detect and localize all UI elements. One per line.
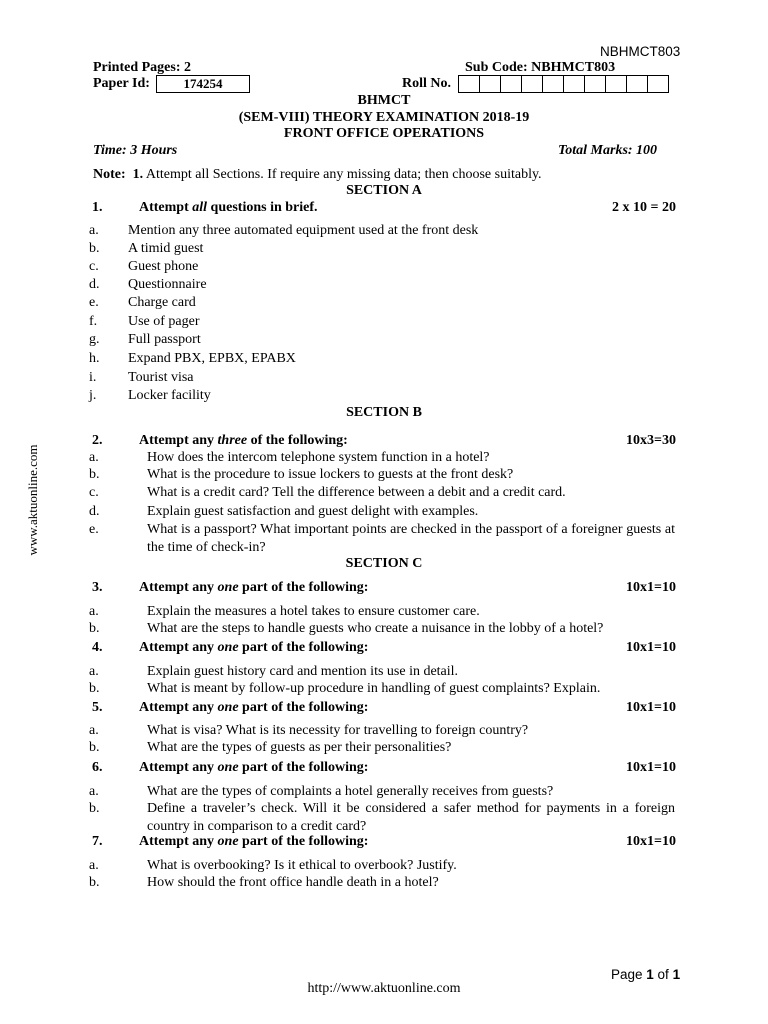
note-number: 1.	[132, 167, 144, 182]
instruction-post: part of the following:	[238, 700, 369, 715]
instruction-pre: Attempt any	[139, 640, 218, 655]
question-marks: 10x3=30	[626, 433, 676, 448]
item-text: Expand PBX, EPBX, EPABX	[128, 351, 296, 366]
item-text: What is overbooking? Is it ethical to overbook? Justify.	[147, 858, 457, 873]
instruction-post: part of the following:	[238, 580, 369, 595]
instruction-pre: Attempt any	[139, 760, 218, 775]
instruction-emphasis: one	[217, 700, 239, 715]
item-letter: j.	[89, 388, 97, 403]
instruction-emphasis: one	[217, 580, 239, 595]
note-text: Attempt all Sections. If require any missing data; then choose suitably.	[145, 167, 542, 182]
roll-no-label: Roll No.	[402, 76, 451, 91]
roll-no-boxes	[458, 75, 669, 93]
item-letter: d.	[89, 277, 100, 292]
list-item	[89, 800, 675, 836]
question-number: 4.	[92, 640, 103, 655]
item-text: What is a passport? What important points are checked in the passport of a foreigner guests at the time of check-in?	[147, 522, 675, 555]
paper-id-label: Paper Id:	[93, 76, 150, 91]
instruction-emphasis: one	[217, 834, 239, 849]
item-letter: a.	[89, 664, 99, 679]
instruction-post: part of the following:	[238, 760, 369, 775]
item-letter: g.	[89, 332, 100, 347]
item-text: How does the intercom telephone system function in a hotel?	[147, 450, 490, 465]
instruction-pre: Attempt any	[139, 700, 218, 715]
question-number: 5.	[92, 700, 103, 715]
question-marks: 10x1=10	[626, 640, 676, 655]
instruction-post: part of the following:	[238, 640, 369, 655]
item-text: What is meant by follow-up procedure in handling of guest complaints? Explain.	[147, 681, 601, 696]
question-number: 3.	[92, 580, 103, 595]
question-instruction: Attempt any three of the following:	[139, 433, 348, 448]
question-instruction	[139, 834, 368, 850]
item-letter: e.	[89, 522, 99, 537]
course-name: BHMCT	[357, 93, 411, 108]
item-letter: i.	[89, 370, 97, 385]
question-marks: 2 x 10 = 20	[612, 200, 676, 215]
item-letter: a.	[89, 604, 99, 619]
item-letter: b.	[89, 875, 100, 890]
question-instruction: Attempt all questions in brief.	[139, 200, 318, 215]
item-text: Charge card	[128, 295, 196, 310]
footer-url: http://www.aktuonline.com	[307, 981, 461, 996]
item-letter: e.	[89, 295, 99, 310]
question-number: 1.	[92, 200, 103, 215]
sub-code: Sub Code: NBHMCT803	[465, 60, 616, 75]
exam-title: (SEM-VIII) THEORY EXAMINATION 2018-19	[238, 110, 530, 125]
item-text: What are the types of guests as per their personalities?	[147, 740, 452, 755]
side-watermark: www.aktuonline.com	[25, 444, 40, 556]
item-letter: b.	[89, 681, 100, 696]
note-line	[93, 167, 542, 183]
section-b-title: SECTION B	[346, 405, 422, 420]
question-marks: 10x1=10	[626, 834, 676, 849]
question-number: 2.	[92, 433, 103, 448]
subject-title: FRONT OFFICE OPERATIONS	[283, 126, 485, 141]
instruction-post: part of the following:	[238, 834, 369, 849]
item-text: What is visa? What is its necessity for travelling to foreign country?	[147, 723, 529, 738]
item-letter: a.	[89, 723, 99, 738]
question-instruction	[139, 640, 368, 656]
item-letter: b.	[89, 740, 100, 755]
item-letter: a.	[89, 223, 99, 238]
instruction-pre: Attempt any	[139, 580, 218, 595]
total-marks: Total Marks: 100	[558, 143, 658, 158]
item-letter: f.	[89, 314, 98, 329]
item-letter: b.	[89, 241, 100, 256]
section-c-title: SECTION C	[345, 556, 423, 571]
question-instruction	[139, 760, 368, 776]
question-number: 7.	[92, 834, 103, 849]
note-label: Note:	[93, 167, 126, 182]
list-item	[89, 521, 675, 557]
item-text: A timid guest	[128, 241, 204, 256]
item-letter: a.	[89, 858, 99, 873]
question-marks: 10x1=10	[626, 760, 676, 775]
item-text: Use of pager	[128, 314, 200, 329]
paper-id-value: 174254	[156, 75, 250, 93]
instruction-emphasis: one	[217, 760, 239, 775]
instruction-pre: Attempt any	[139, 834, 218, 849]
item-text: Locker facility	[128, 388, 211, 403]
item-letter: h.	[89, 351, 100, 366]
item-letter: a.	[89, 450, 99, 465]
item-text: Mention any three automated equipment used at the front desk	[128, 223, 479, 238]
item-letter: b.	[89, 801, 100, 816]
question-marks: 10x1=10	[626, 700, 676, 715]
item-text: Guest phone	[128, 259, 199, 274]
item-letter: c.	[89, 259, 99, 274]
top-subject-code: NBHMCT803	[600, 44, 681, 59]
question-marks: 10x1=10	[626, 580, 676, 595]
item-text: Explain the measures a hotel takes to ensure customer care.	[147, 604, 480, 619]
section-a-title: SECTION A	[346, 183, 422, 198]
exam-time: Time: 3 Hours	[93, 143, 178, 158]
question-number: 6.	[92, 760, 103, 775]
item-text: Full passport	[128, 332, 201, 347]
item-letter: b.	[89, 467, 100, 482]
item-text: Explain guest history card and mention its use in detail.	[147, 664, 459, 679]
page-number: Page 1 of 1	[611, 967, 681, 982]
item-text: Questionnaire	[128, 277, 207, 292]
item-text: Tourist visa	[128, 370, 194, 385]
instruction-emphasis: one	[217, 640, 239, 655]
item-letter: c.	[89, 485, 99, 500]
item-text: How should the front office handle death in a hotel?	[147, 875, 439, 890]
item-text: Define a traveler’s check. Will it be considered a safer method for payments in a foreign country in comparison to a credit card?	[147, 801, 675, 834]
printed-pages: Printed Pages: 2	[93, 60, 191, 75]
item-text: What is a credit card? Tell the difference between a debit and a credit card.	[147, 485, 566, 500]
item-letter: a.	[89, 784, 99, 799]
item-letter: d.	[89, 504, 100, 519]
item-text: What is the procedure to issue lockers to guests at the front desk?	[147, 467, 514, 482]
item-text: What are the types of complaints a hotel generally receives from guests?	[147, 784, 554, 799]
question-instruction	[139, 700, 368, 716]
question-instruction	[139, 580, 368, 596]
item-text: Explain guest satisfaction and guest delight with examples.	[147, 504, 479, 519]
item-letter: b.	[89, 621, 100, 636]
item-text: What are the steps to handle guests who create a nuisance in the lobby of a hotel?	[147, 621, 604, 636]
